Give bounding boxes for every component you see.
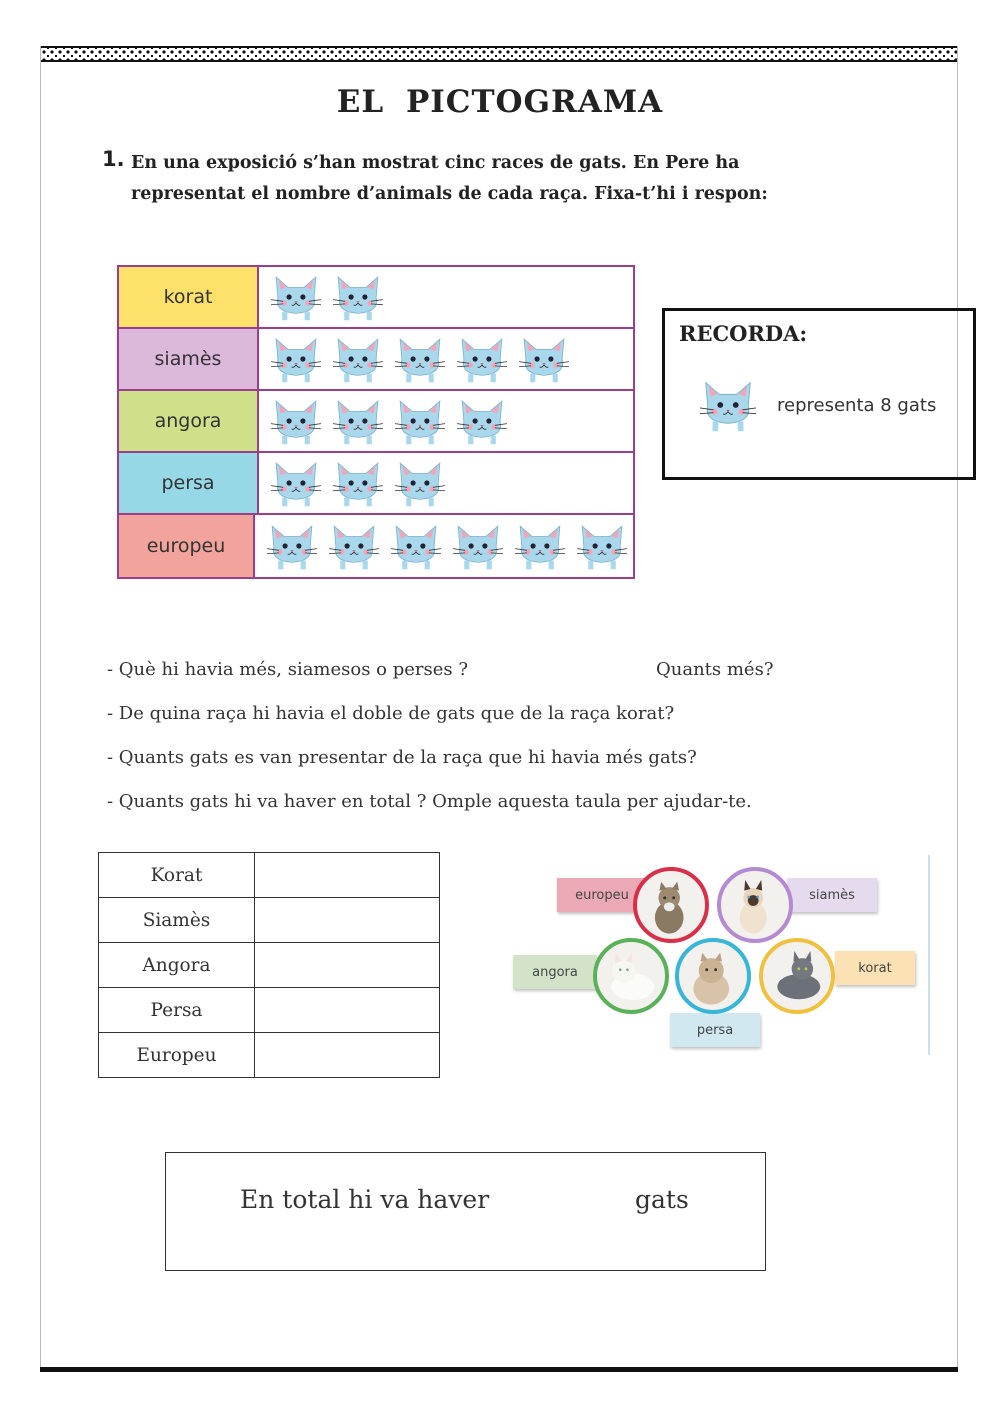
table-row	[99, 943, 440, 988]
tag-korat: korat	[835, 951, 915, 985]
breed-name: Siamès	[99, 898, 255, 943]
cat-icon	[389, 334, 451, 384]
pictogram-label: persa	[119, 453, 259, 513]
pictogram-icons	[259, 329, 633, 389]
cat-icon	[451, 396, 513, 446]
table-row	[99, 1033, 440, 1078]
breed-name: Europeu	[99, 1033, 255, 1078]
pictogram-icons	[259, 267, 633, 327]
question-line-3: - Quants gats es van presentar de la raça que hi havia més gats?	[107, 747, 697, 768]
cat-icon	[327, 458, 389, 508]
cat-icon	[571, 521, 633, 571]
photo-angora	[593, 938, 669, 1014]
table-row	[99, 988, 440, 1033]
breed-name: Korat	[99, 853, 255, 898]
bottom-rule	[40, 1367, 958, 1372]
pictogram-label: europeu	[119, 515, 255, 577]
question-number: 1.	[102, 147, 125, 171]
pictogram-row	[119, 391, 633, 453]
pictogram-chart	[117, 265, 635, 579]
cat-icon	[695, 377, 761, 433]
cat-icon	[323, 521, 385, 571]
pictogram-icons	[259, 391, 633, 451]
question-text: En una exposició s’han mostrat cinc races de gats. En Pere ha representat el nombre d’animals de cada raça. Fixa-t’hi i respon:	[131, 153, 768, 204]
question-line-1-extra: Quants més?	[656, 659, 774, 680]
answer-cell[interactable]	[255, 943, 440, 988]
cat-icon	[327, 396, 389, 446]
tag-persa: persa	[670, 1013, 760, 1047]
total-answer-box	[165, 1152, 766, 1271]
photo-persa	[675, 938, 751, 1014]
cat-icon	[327, 272, 389, 322]
pictogram-icons	[255, 515, 633, 577]
tag-angora: angora	[513, 955, 597, 989]
pictogram-icons	[259, 453, 633, 513]
total-text-after: gats	[635, 1185, 689, 1214]
breed-name: Persa	[99, 988, 255, 1033]
answer-cell[interactable]	[255, 898, 440, 943]
tag-siames: siamès	[787, 878, 877, 912]
cat-icon	[265, 272, 327, 322]
divider	[928, 855, 930, 1055]
cat-icon	[389, 458, 451, 508]
cat-icon	[385, 521, 447, 571]
photo-europeu	[633, 867, 709, 943]
photo-siames	[717, 867, 793, 943]
answer-cell[interactable]	[255, 1033, 440, 1078]
pictogram-label: korat	[119, 267, 259, 327]
cat-icon	[265, 334, 327, 384]
cat-icon	[265, 458, 327, 508]
cat-icon	[509, 521, 571, 571]
cat-icon	[327, 334, 389, 384]
pictogram-label: angora	[119, 391, 259, 451]
answer-table	[98, 852, 440, 1078]
breed-name: Angora	[99, 943, 255, 988]
question-line-4: - Quants gats hi va haver en total ? Omple aquesta taula per ajudar-te.	[107, 791, 752, 812]
table-row	[99, 853, 440, 898]
cat-icon	[447, 521, 509, 571]
total-text-before: En total hi va haver	[240, 1185, 490, 1214]
pictogram-row	[119, 453, 633, 515]
table-row	[99, 898, 440, 943]
cat-breeds-illustration	[505, 855, 930, 1055]
photo-korat	[759, 938, 835, 1014]
cat-icon	[265, 396, 327, 446]
recorda-title: RECORDA:	[679, 321, 808, 346]
pictogram-label: siamès	[119, 329, 259, 389]
answer-cell[interactable]	[255, 853, 440, 898]
answer-cell[interactable]	[255, 988, 440, 1033]
question-line-1: - Què hi havia més, siamesos o perses ?	[107, 659, 469, 680]
recorda-box	[662, 308, 976, 480]
recorda-text: representa 8 gats	[777, 395, 937, 416]
pictogram-row	[119, 515, 633, 577]
page-title: EL PICTOGRAMA	[336, 84, 664, 120]
pictogram-row	[119, 267, 633, 329]
cat-icon	[451, 334, 513, 384]
tag-europeu: europeu	[557, 878, 647, 912]
pictogram-row	[119, 329, 633, 391]
cat-icon	[261, 521, 323, 571]
question-line-2: - De quina raça hi havia el doble de gats que de la raça korat?	[107, 703, 675, 724]
cat-icon	[389, 396, 451, 446]
cat-icon	[513, 334, 575, 384]
